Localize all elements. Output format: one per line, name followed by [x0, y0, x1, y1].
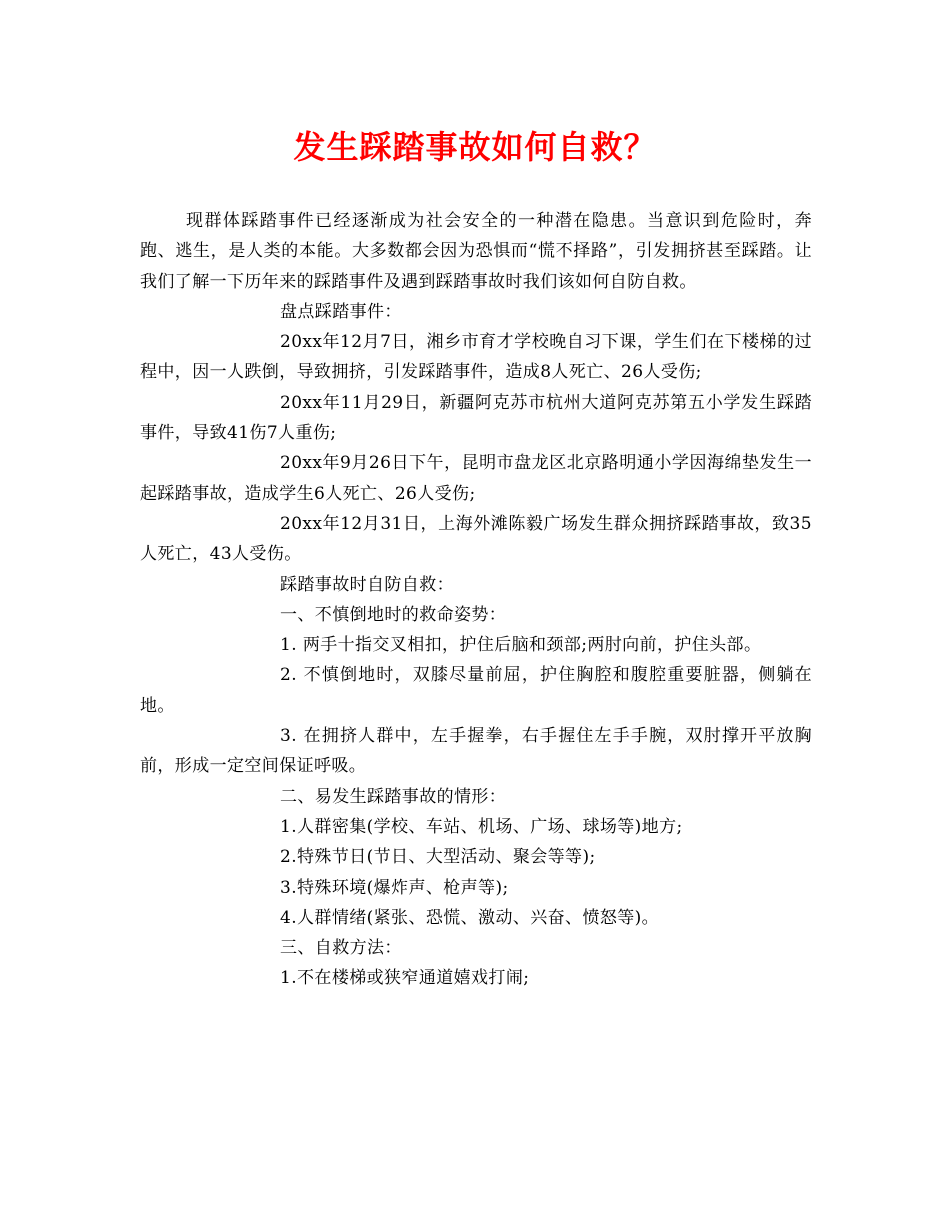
incident-paragraph: 20xx年12月7日，湘乡市育才学校晚自习下课，学生们在下楼梯的过程中，因一人跌倒，导致拥挤，引发踩踏事件，造成8人死亡、26人受伤; — [140, 332, 812, 383]
list-item: 2.特殊节日(节日、大型活动、聚会等等); — [280, 847, 596, 868]
list-item: 2. 不慎倒地时，双膝尽量前屈，护住胸腔和腹腔重要脏器，侧躺在地。 — [140, 665, 812, 716]
incident-paragraph: 20xx年12月31日，上海外滩陈毅广场发生群众拥挤踩踏事故，致35人死亡，43人受伤。 — [140, 513, 812, 565]
document-title: 发生踩踏事故如何自救？ — [293, 128, 657, 166]
list-item: 3.特殊环境(爆炸声、枪声等); — [280, 877, 509, 898]
subsection-heading: 二、易发生踩踏事故的情形： — [280, 786, 507, 807]
list-item: 1. 两手十指交叉相扣，护住后脑和颈部;两肘向前，护住头部。 — [280, 635, 762, 656]
subsection-heading: 三、自救方法： — [280, 938, 402, 959]
document-body — [140, 206, 812, 994]
section-heading-self-rescue: 踩踏事故时自防自救： — [280, 574, 454, 595]
list-item: 3. 在拥挤人群中，左手握拳，右手握住左手手腕，双肘撑开平放胸前，形成一定空间保证呼吸。 — [140, 726, 812, 777]
list-item: 4.人群情绪(紧张、恐慌、激动、兴奋、愤怒等)。 — [280, 907, 660, 928]
section-heading-incidents: 盘点踩踏事件： — [280, 301, 402, 322]
paragraph-intro: 现群体踩踏事件已经逐渐成为社会安全的一种潜在隐患。当意识到危险时，奔跑、逃生，是人类的本能。大多数都会因为恐惧而“慌不择路”，引发拥挤甚至踩踏。让我们了解一下历年来的踩踏事件及遇到踩踏事故时我们该如何自防自救。 — [140, 211, 812, 292]
incident-paragraph: 20xx年11月29日，新疆阿克苏市杭州大道阿克苏第五小学发生踩踏事件，导致41伤7人重伤; — [140, 392, 812, 444]
list-item: 1.人群密集(学校、车站、机场、广场、球场等)地方; — [280, 816, 683, 837]
subsection-heading: 一、不慎倒地时的救命姿势： — [280, 604, 507, 625]
list-item: 1.不在楼梯或狭窄通道嬉戏打闹; — [280, 968, 530, 989]
incident-paragraph: 20xx年9月26日下午，昆明市盘龙区北京路明通小学因海绵垫发生一起踩踏事故，造成学生6人死亡、26人受伤; — [140, 453, 812, 504]
